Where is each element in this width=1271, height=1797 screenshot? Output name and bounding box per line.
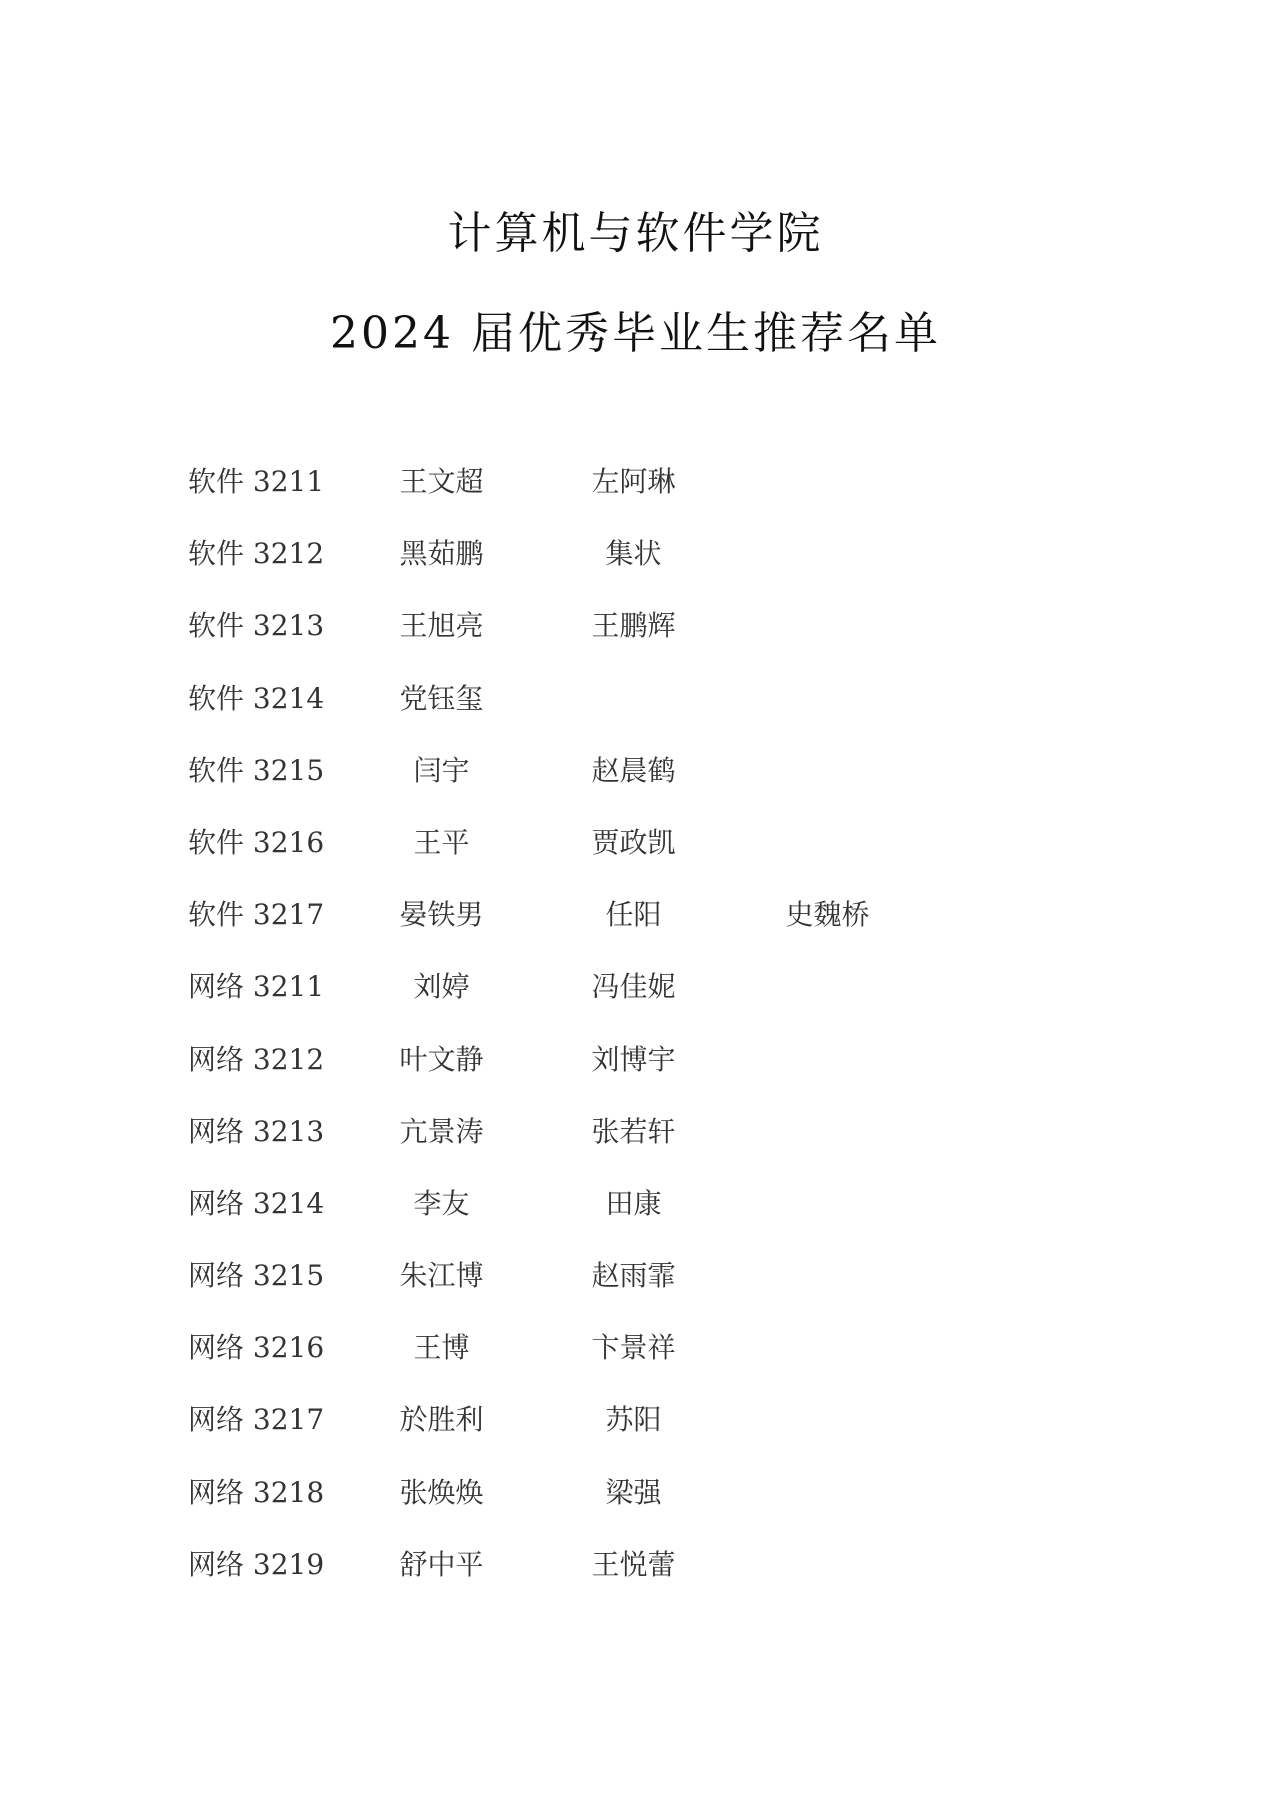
student-name: 梁强 <box>605 1475 662 1509</box>
student-name: 张若轩 <box>591 1114 676 1148</box>
student-name: 卞景祥 <box>591 1331 676 1365</box>
list-row <box>0 606 1271 678</box>
student-name: 赵晨鹤 <box>591 753 676 787</box>
class-label: 网络 3216 <box>188 1331 325 1365</box>
class-label: 软件 3211 <box>188 465 325 498</box>
student-name: 闫宇 <box>413 753 470 787</box>
class-label: 网络 3211 <box>188 970 325 1004</box>
student-name: 刘婷 <box>413 970 470 1004</box>
student-name: 王旭亮 <box>399 609 484 643</box>
student-name: 任阳 <box>605 898 662 932</box>
student-name: 李友 <box>413 1186 470 1220</box>
class-label: 网络 3218 <box>188 1475 325 1509</box>
student-name: 张焕焕 <box>399 1475 484 1509</box>
class-label: 软件 3216 <box>188 825 325 859</box>
class-label: 网络 3214 <box>188 1186 325 1220</box>
list-row <box>0 751 1271 823</box>
student-name: 王鹏辉 <box>591 609 676 643</box>
class-label: 软件 3217 <box>188 898 325 932</box>
student-name: 王博 <box>413 1331 470 1365</box>
list-row <box>0 1473 1271 1545</box>
student-name: 冯佳妮 <box>591 970 676 1004</box>
class-label: 网络 3219 <box>188 1547 325 1581</box>
student-name: 於胜利 <box>399 1403 484 1437</box>
document-title-line-1: 计算机与软件学院 <box>447 208 824 259</box>
list-row <box>0 462 1271 534</box>
student-name: 朱江博 <box>399 1259 484 1293</box>
list-row <box>0 1184 1271 1256</box>
student-name: 田康 <box>605 1186 662 1220</box>
student-name: 亢景涛 <box>399 1114 484 1148</box>
student-name: 贾政凯 <box>591 825 676 859</box>
student-name: 赵雨霏 <box>591 1259 676 1293</box>
student-name: 舒中平 <box>399 1547 484 1581</box>
student-name: 苏阳 <box>605 1403 662 1437</box>
student-name: 王悦蕾 <box>591 1547 676 1581</box>
document-title-line-2: 2024 届优秀毕业生推荐名单 <box>330 308 941 359</box>
list-row <box>0 534 1271 606</box>
list-row <box>0 895 1271 967</box>
recommendation-list <box>0 462 1271 1617</box>
list-row <box>0 679 1271 751</box>
student-name: 晏铁男 <box>399 898 484 932</box>
list-row <box>0 1545 1271 1617</box>
class-label: 网络 3212 <box>188 1042 325 1076</box>
student-name: 史魏桥 <box>785 898 870 932</box>
class-label: 网络 3215 <box>188 1259 325 1293</box>
list-row <box>0 967 1271 1039</box>
class-label: 网络 3217 <box>188 1403 325 1437</box>
student-name: 叶文静 <box>399 1042 484 1076</box>
list-row <box>0 1040 1271 1112</box>
class-label: 软件 3214 <box>188 681 325 715</box>
list-row <box>0 1256 1271 1328</box>
class-label: 软件 3213 <box>188 609 325 643</box>
student-name: 左阿琳 <box>591 465 676 498</box>
list-row <box>0 1400 1271 1472</box>
list-row <box>0 1112 1271 1184</box>
class-label: 软件 3215 <box>188 753 325 787</box>
student-name: 王文超 <box>399 465 484 498</box>
student-name: 黑茹鹏 <box>399 537 484 571</box>
list-row <box>0 823 1271 895</box>
student-name: 刘博宇 <box>591 1042 676 1076</box>
student-name: 党钰玺 <box>399 681 484 715</box>
class-label: 网络 3213 <box>188 1114 325 1148</box>
list-row <box>0 1328 1271 1400</box>
student-name: 王平 <box>413 825 470 859</box>
class-label: 软件 3212 <box>188 537 325 571</box>
student-name: 集状 <box>605 537 662 571</box>
